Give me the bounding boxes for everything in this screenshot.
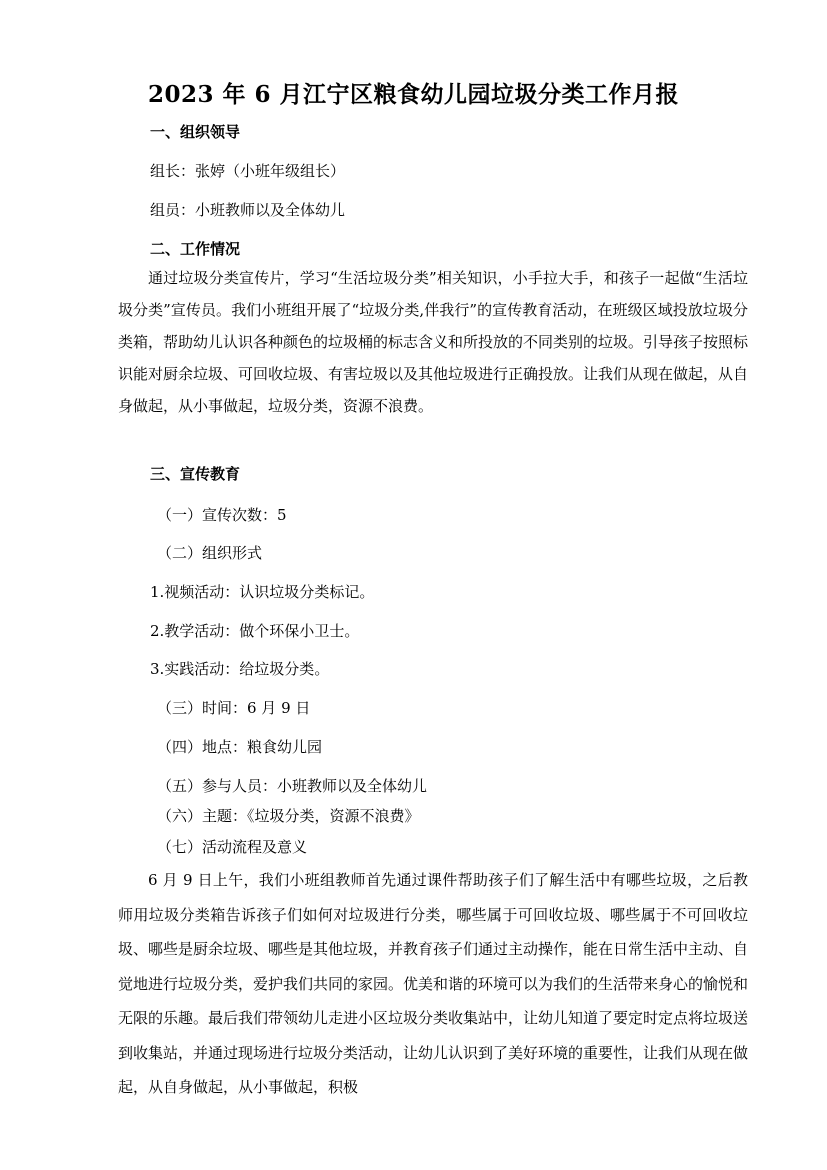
report-title: 2023 年 6 月江宁区粮食幼儿园垃圾分类工作月报 — [147, 81, 680, 108]
section-heading-organization: 一、组织领导 — [150, 123, 241, 141]
organization-form-heading: （二）组织形式 — [157, 544, 263, 562]
activity-item-teaching: 2.教学活动：做个环保小卫士。 — [150, 622, 360, 640]
activity-item-practice: 3.实践活动：给垃圾分类。 — [150, 660, 330, 678]
work-paragraph: 通过垃圾分类宣传片，学习“生活垃圾分类”相关知识，小手拉大手，和孩子一起做“生活垃圾分类”宣传员。我们小班组开展了“垃圾分类,伴我行”的宣传教育活动，在班级区域投放垃圾分类箱，帮助幼儿认识各种颜色的垃圾桶的标志含义和所投放的不同类别的垃圾。引导孩子按照标识能对厨余垃圾、可回收垃圾、有害垃圾以及其他垃圾进行正确投放。让我们从现在做起，从自身做起，从小事做起，垃圾分类，资源不浪费。 — [118, 269, 749, 415]
activity-place: （四）地点：粮食幼儿园 — [157, 738, 323, 756]
publicity-count: （一）宣传次数：5 — [157, 506, 287, 524]
activity-process-paragraph: 6 月 9 日上午，我们小班组教师首先通过课件帮助孩子们了解生活中有哪些垃圾，之后教师用垃圾分类箱告诉孩子们如何对垃圾进行分类，哪些属于可回收垃圾、哪些属于不可回收垃圾、哪些是厨余垃圾、哪些是其他垃圾，并教育孩子们通过主动操作，能在日常生活中主动、自觉地进行垃圾分类，爱护我们共同的家园。优美和谐的环境可以为我们的生活带来身心的愉悦和无限的乐趣。最后我们带领幼儿走进小区垃圾分类收集站中，让幼儿知道了要定时定点将垃圾送到收集站，并通过现场进行垃圾分类活动，让幼儿认识到了美好环境的重要性，让我们从现在做起，从自身做起，从小事做起，积极 — [118, 871, 749, 1096]
section-heading-work: 二、工作情况 — [150, 240, 241, 258]
activity-item-video: 1.视频活动：认识垃圾分类标记。 — [150, 583, 375, 601]
activity-time: （三）时间：6 月 9 日 — [157, 699, 311, 717]
activity-process-heading: （七）活动流程及意义 — [157, 838, 308, 856]
activity-participants: （五）参与人员：小班教师以及全体幼儿 — [157, 777, 428, 795]
section-heading-publicity: 三、宣传教育 — [150, 465, 241, 483]
activity-theme: （六）主题：《垃圾分类，资源不浪费》 — [157, 807, 420, 825]
team-members-line: 组员：小班教师以及全体幼儿 — [150, 201, 346, 219]
team-leader-line: 组长：张婷（小班年级组长） — [150, 162, 346, 180]
